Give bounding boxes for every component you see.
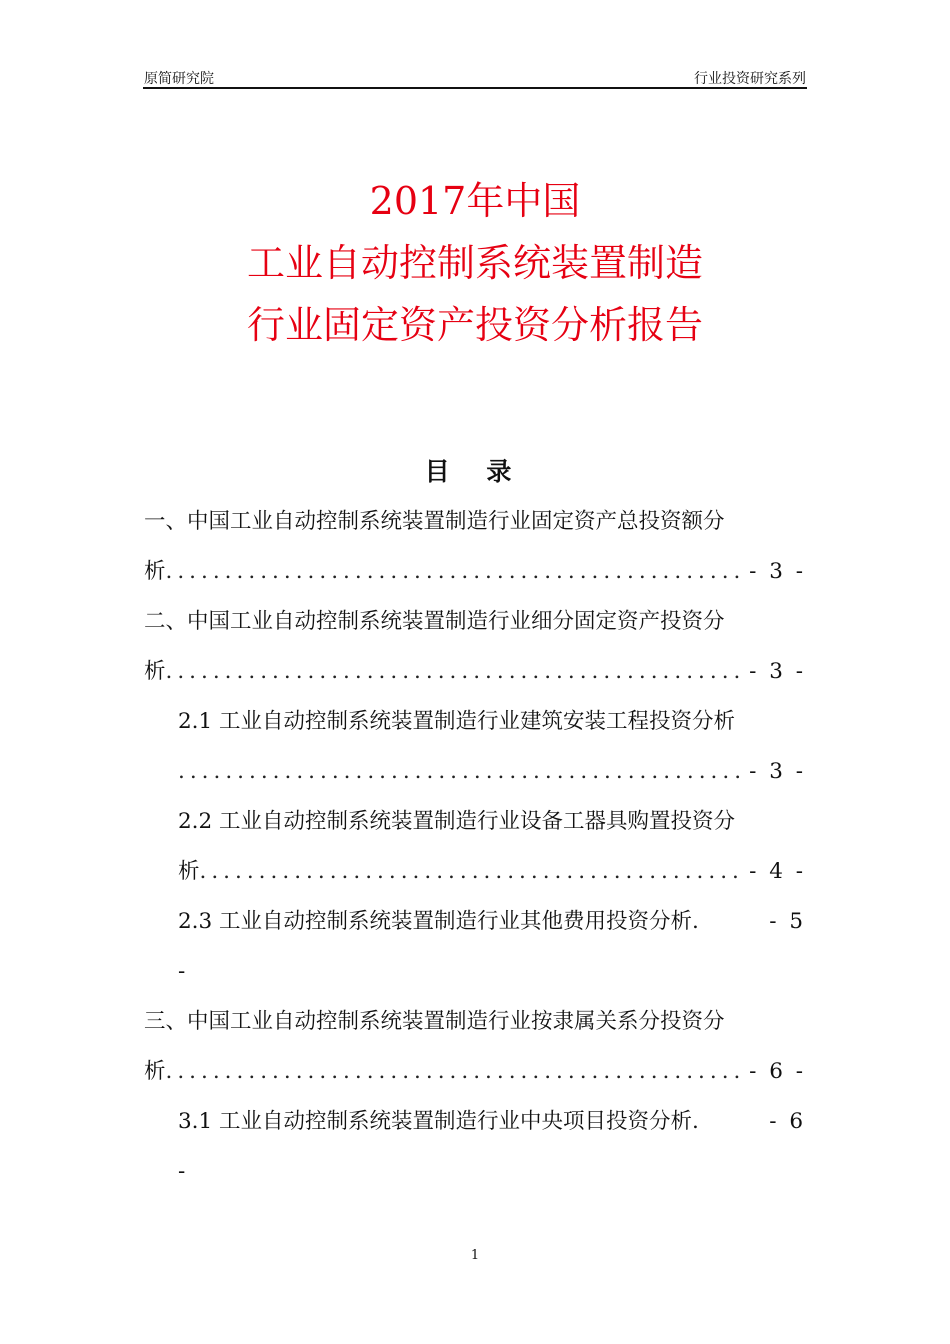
toc-entry-title: 3.1 工业自动控制系统装置制造行业中央项目投资分析. [178, 1109, 699, 1134]
toc-entry-title-cont: 析 [144, 1059, 166, 1084]
toc-entry-title: 三、中国工业自动控制系统装置制造行业按隶属关系分投资分 [144, 1009, 725, 1034]
dot-leader [166, 547, 746, 597]
toc-page-tail: - [178, 1159, 186, 1184]
page-number: 1 [470, 1248, 480, 1263]
dot-leader [166, 647, 746, 697]
document-title [0, 170, 950, 356]
toc-page: - 3 - [749, 759, 806, 784]
toc-entry-2[interactable] [144, 597, 806, 697]
table-of-contents [144, 497, 806, 1197]
toc-entry-title-cont: 析 [144, 559, 166, 584]
title-line-3: 行业固定资产投资分析报告 [246, 303, 703, 347]
toc-page: - 3 - [749, 559, 806, 584]
header-right: 行业投资研究系列 [694, 71, 806, 87]
toc-entry-2-1[interactable] [144, 697, 806, 797]
toc-entry-title: 2.3 工业自动控制系统装置制造行业其他费用投资分析. [178, 909, 699, 934]
toc-entry-title: 一、中国工业自动控制系统装置制造行业固定资产总投资额分 [144, 509, 725, 534]
toc-page: - 6 - [749, 1059, 806, 1084]
toc-entry-1[interactable] [144, 497, 806, 597]
toc-entry-title: 2.2 工业自动控制系统装置制造行业设备工器具购置投资分 [178, 809, 736, 834]
toc-entry-title-cont: 析 [178, 859, 200, 884]
toc-entry-title-cont: 析 [144, 659, 166, 684]
toc-page: - 5 [769, 909, 806, 934]
dot-leader [166, 1047, 746, 1097]
toc-page: - 4 - [749, 859, 806, 884]
toc-heading: 目 录 [424, 457, 526, 486]
toc-entry-2-3[interactable] [144, 897, 806, 997]
header-divider [143, 87, 807, 89]
header-left: 原简研究院 [144, 71, 214, 87]
toc-page: - 3 - [749, 659, 806, 684]
toc-entry-3-1[interactable] [144, 1097, 806, 1197]
title-line-2: 工业自动控制系统装置制造 [246, 241, 703, 285]
dot-leader [178, 747, 745, 797]
title-line-1: 2017年中国 [369, 179, 581, 223]
toc-page: - 6 [769, 1109, 806, 1134]
toc-entry-title: 2.1 工业自动控制系统装置制造行业建筑安装工程投资分析 [178, 709, 736, 734]
dot-leader [200, 847, 746, 897]
toc-entry-2-2[interactable] [144, 797, 806, 897]
toc-entry-3[interactable] [144, 997, 806, 1097]
toc-page-tail: - [178, 959, 186, 984]
toc-entry-title: 二、中国工业自动控制系统装置制造行业细分固定资产投资分 [144, 609, 725, 634]
